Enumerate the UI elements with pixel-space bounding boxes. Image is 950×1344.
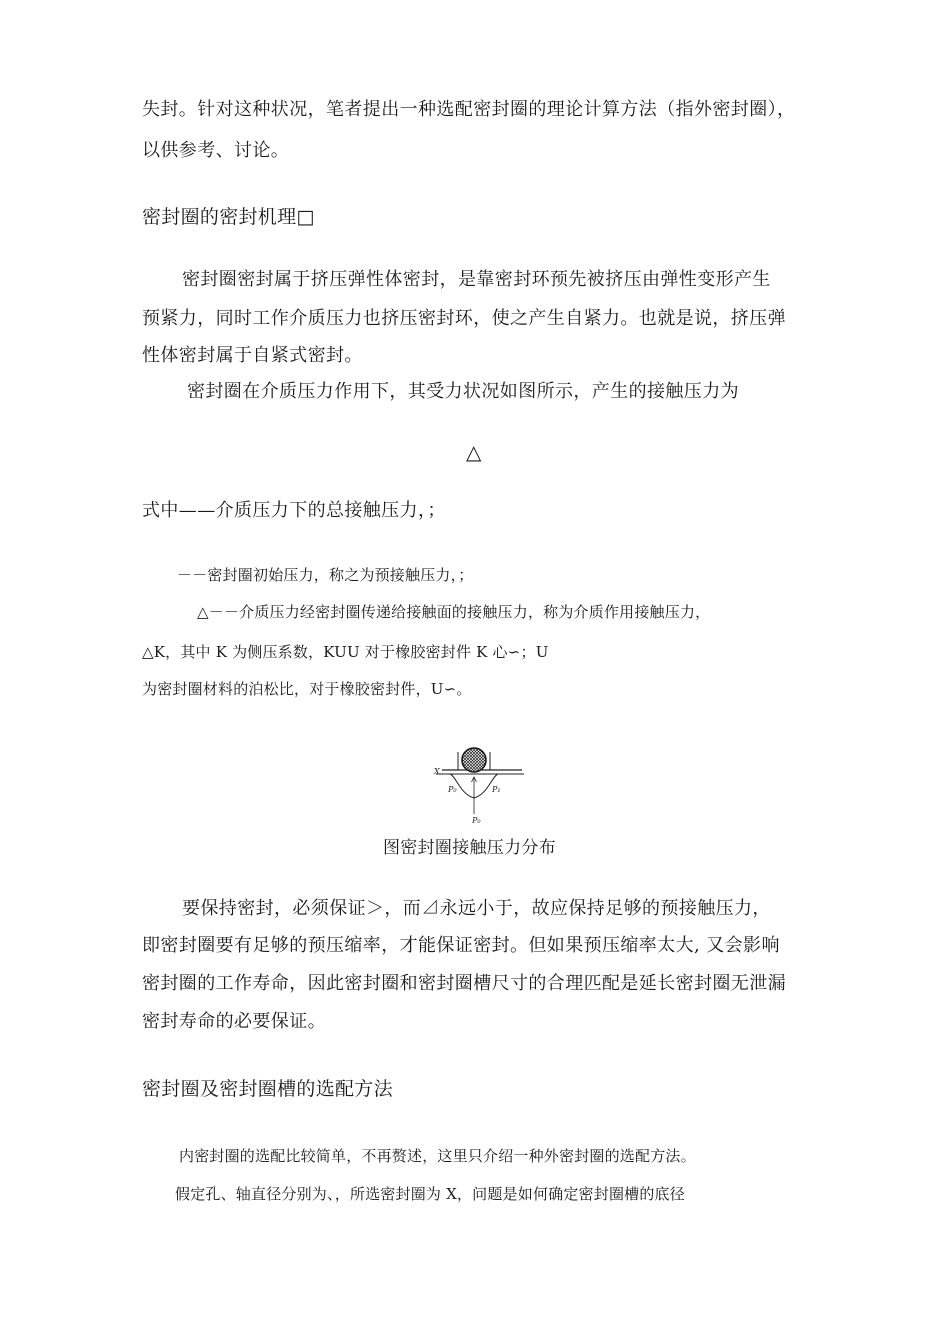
paragraph-5-line-1: 内密封圈的选配比较简单，不再赘述，这里只介绍一种外密封圈的选配方法。 bbox=[179, 1147, 696, 1165]
paragraph-2-line-3: 性体密封属于自紧式密封。 bbox=[142, 345, 363, 366]
definition-line-2: －－密封圈初始压力，称之为预接触压力，； bbox=[177, 566, 474, 584]
paragraph-4-line-1: 要保持密封，必须保证＞，而⊿永远小于，故应保持足够的预接触压力， bbox=[182, 898, 771, 919]
figure-label-right: P₁ bbox=[492, 785, 501, 794]
paragraph-4-line-3: 密封圈的工作寿命，因此密封圈和密封圈槽尺寸的合理匹配是延长密封圈无泄漏 bbox=[142, 973, 786, 994]
figure-caption: 图密封圈接触压力分布 bbox=[383, 838, 556, 858]
paragraph-4-line-4: 密封寿命的必要保证。 bbox=[142, 1011, 326, 1032]
seal-contact-pressure-figure bbox=[432, 744, 524, 824]
definition-line-4: △K，其中 K 为侧压系数，KUU 对于橡胶密封件 K 心∽；U bbox=[142, 643, 549, 661]
section-heading-sealing-mechanism: 密封圈的密封机理□ bbox=[142, 206, 315, 228]
paragraph-3: 密封圈在介质压力作用下，其受力状况如图所示，产生的接触压力为 bbox=[187, 381, 739, 402]
paragraph-1-line-2: 以供参考、讨论。 bbox=[142, 140, 290, 161]
paragraph-2-line-2: 预紧力，同时工作介质压力也挤压密封环，使之产生自紧力。也就是说，挤压弹 bbox=[142, 308, 786, 329]
definition-line-5: 为密封圈材料的泊松比，对于橡胶密封件，U∽。 bbox=[142, 680, 472, 698]
section-heading-selection-method: 密封圈及密封圈槽的选配方法 bbox=[142, 1078, 393, 1100]
o-ring-cross-section bbox=[462, 748, 486, 772]
figure-label-bottom: P₀ bbox=[472, 816, 481, 824]
paragraph-4-line-2: 即密封圈要有足够的预压缩率，才能保证密封。但如果预压缩率太大, 又会影响 bbox=[142, 935, 780, 956]
paragraph-2-line-1: 密封圈密封属于挤压弹性体密封，是靠密封环预先被挤压由弹性变形产生 bbox=[182, 269, 771, 290]
definition-line-3: △－－介质压力经密封圈传递给接触面的接触压力，称为介质作用接触压力， bbox=[197, 603, 711, 621]
definition-line-1: 式中——介质压力下的总接触压力，； bbox=[142, 500, 446, 521]
paragraph-1-line-1: 失封。针对这种状况，笔者提出一种选配密封圈的理论计算方法（指外密封圈）， bbox=[142, 99, 796, 120]
paragraph-5-line-2: 假定孔、轴直径分别为、，所选密封圈为 X，问题是如何确定密封圈槽的底径 bbox=[175, 1185, 685, 1203]
formula-delta-symbol: △ bbox=[466, 440, 482, 464]
figure-label-x: X bbox=[434, 767, 440, 776]
figure-label-left: P₀ bbox=[448, 785, 457, 794]
